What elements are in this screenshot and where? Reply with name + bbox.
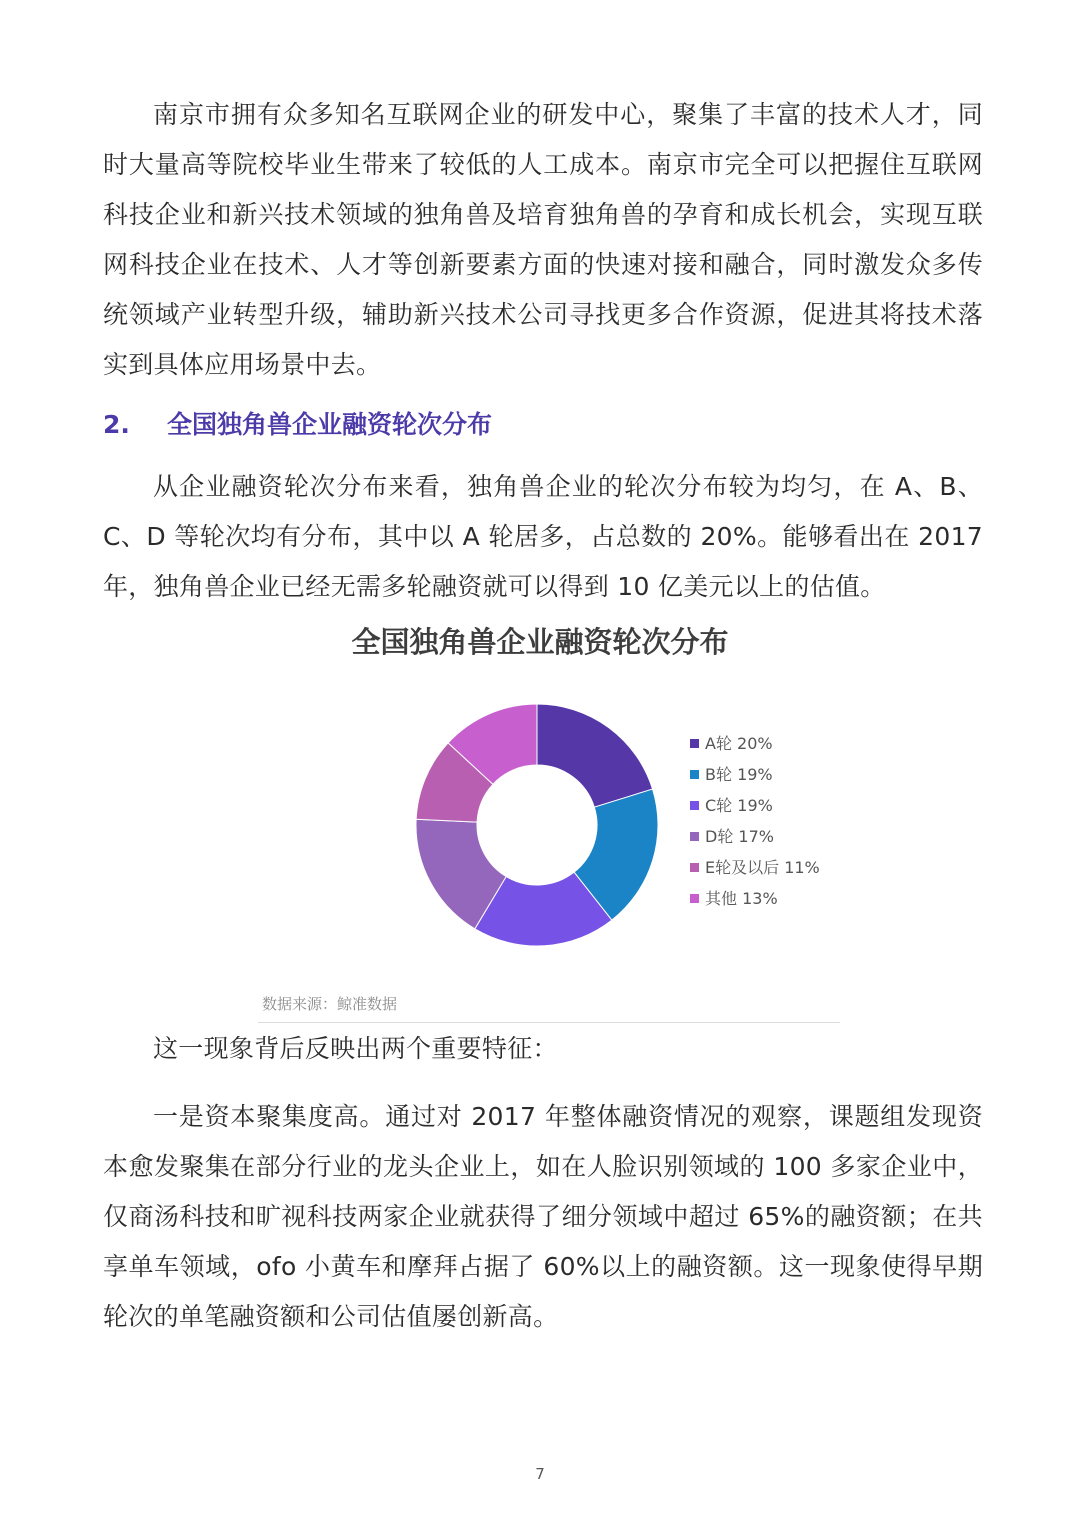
legend-label: A轮 20% bbox=[705, 734, 773, 753]
legend-swatch bbox=[690, 832, 699, 841]
legend-label: E轮及以后 11% bbox=[705, 858, 820, 877]
chart-legend bbox=[690, 728, 820, 914]
legend-swatch bbox=[690, 863, 699, 872]
legend-item bbox=[690, 790, 820, 821]
page-number: 7 bbox=[535, 1465, 545, 1483]
chart-divider bbox=[258, 1022, 840, 1023]
legend-swatch bbox=[690, 894, 699, 903]
legend-item bbox=[690, 821, 820, 852]
paragraph-distribution: 从企业融资轮次分布来看，独角兽企业的轮次分布较为均匀，在 A、B、C、D 等轮次均有分布，其中以 A 轮居多，占总数的 20%。能够看出在 2017 年，独角兽企业已经无需多轮融资就可以得到 10 亿美元以上的估值。 bbox=[103, 472, 983, 601]
legend-item bbox=[690, 883, 820, 914]
paragraph-feature-one: 一是资本聚集度高。通过对 2017 年整体融资情况的观察，课题组发现资本愈发聚集在部分行业的龙头企业上，如在人脸识别领域的 100 多家企业中，仅商汤科技和旷视科技两家企业就获得了细分领域中超过 65%的融资额；在共享单车领域，ofo 小黄车和摩拜占据了 60%以上的融资额。这一现象使得早期轮次的单笔融资额和公司估值屡创新高。 bbox=[103, 1102, 983, 1331]
legend-item bbox=[690, 852, 820, 883]
legend-label: C轮 19% bbox=[705, 796, 773, 815]
section-number: 2. bbox=[103, 410, 130, 439]
section-title: 全国独角兽企业融资轮次分布 bbox=[167, 410, 493, 439]
legend-label: D轮 17% bbox=[705, 827, 774, 846]
legend-swatch bbox=[690, 801, 699, 810]
chart-title: 全国独角兽企业融资轮次分布 bbox=[351, 625, 729, 659]
legend-label: B轮 19% bbox=[705, 765, 773, 784]
legend-swatch bbox=[690, 770, 699, 779]
legend-label: 其他 13% bbox=[705, 889, 778, 908]
legend-item bbox=[690, 728, 820, 759]
paragraph-features-intro: 这一现象背后反映出两个重要特征： bbox=[153, 1034, 558, 1063]
section-heading bbox=[103, 400, 492, 450]
donut-slice-0 bbox=[537, 704, 653, 807]
chart-source: 数据来源：鲸准数据 bbox=[262, 995, 398, 1013]
legend-item bbox=[690, 759, 820, 790]
donut-chart bbox=[380, 680, 700, 970]
paragraph-intro: 南京市拥有众多知名互联网企业的研发中心，聚集了丰富的技术人才，同时大量高等院校毕业生带来了较低的人工成本。南京市完全可以把握住互联网科技企业和新兴技术领域的独角兽及培育独角兽的孕育和成长机会，实现互联网科技企业在技术、人才等创新要素方面的快速对接和融合，同时激发众多传统领域产业转型升级，辅助新兴技术公司寻找更多合作资源，促进其将技术落实到具体应用场景中去。 bbox=[103, 100, 983, 379]
legend-swatch bbox=[690, 739, 699, 748]
